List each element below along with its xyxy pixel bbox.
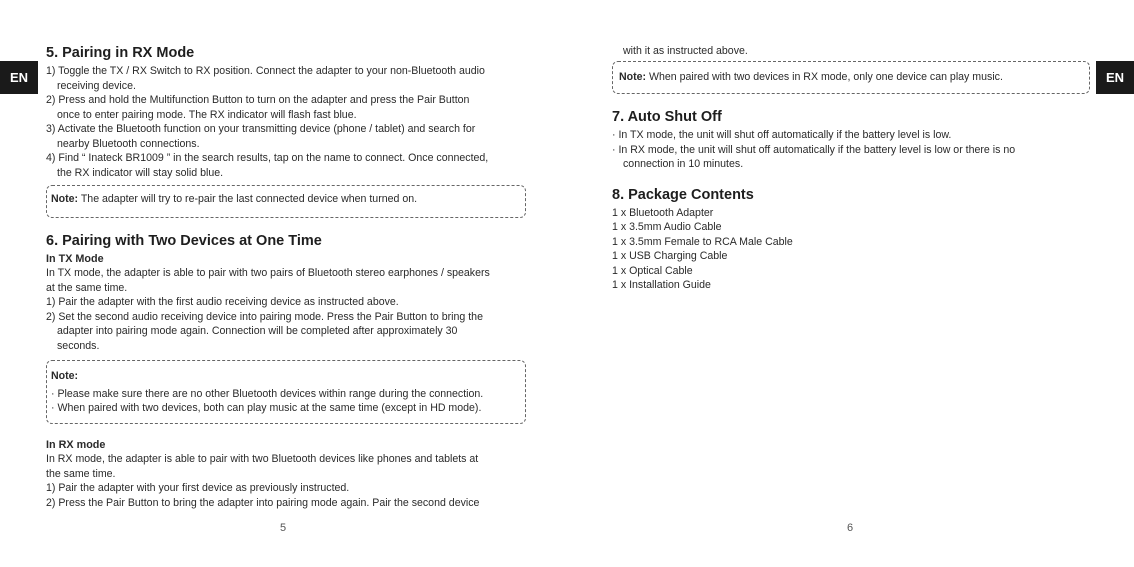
s5-note-text: The adapter will try to re-pair the last connected device when turned on. — [78, 193, 418, 205]
s6-rx-step-1: 1) Pair the adapter with your first device as previously instructed. — [46, 482, 350, 494]
s6-tx-text: In TX mode, the adapter is able to pair with two pairs of Bluetooth stereo earphones / speakers — [46, 267, 490, 279]
package-item: 1 x 3.5mm Audio Cable — [612, 221, 722, 233]
package-item: 1 x Optical Cable — [612, 264, 693, 277]
s5-note-label: Note: — [51, 193, 79, 205]
section-7-title: 7. Auto Shut Off — [612, 109, 722, 125]
s5-step-2-cont: once to enter pairing mode. The RX indicator will flash fast blue. — [57, 108, 357, 121]
rx-note-box — [612, 61, 1090, 95]
page-number-left: 5 — [280, 522, 287, 534]
rx-note-text: When paired with two devices in RX mode, only one device can play music. — [646, 70, 1003, 83]
s7-line-2-cont: connection in 10 minutes. — [623, 158, 744, 170]
section-5-title: 5. Pairing in RX Mode — [46, 45, 195, 61]
package-item: 1 x Bluetooth Adapter — [612, 206, 714, 219]
s6-tx-step-1: 1) Pair the adapter with the first audio receiving device as instructed above. — [46, 296, 399, 308]
s6-tx-text-cont: at the same time. — [46, 281, 128, 294]
s6-note-item-1: · Please make sure there are no other Bluetooth devices within range during the connection. — [51, 387, 484, 400]
left-page — [46, 44, 526, 510]
s5-step-1: 1) Toggle the TX / RX Switch to RX position. Connect the adapter to your non-Bluetooth audio — [46, 65, 485, 77]
section-8-title: 8. Package Contents — [612, 186, 754, 203]
s5-step-1-cont: receiving device. — [57, 79, 136, 92]
s5-step-3: 3) Activate the Bluetooth function on your transmitting device (phone / tablet) and search for — [46, 123, 476, 135]
language-tab-right: EN — [1096, 61, 1134, 94]
continued-text: with it as instructed above. — [623, 45, 748, 57]
s6-tx-step-2: 2) Set the second audio receiving device into pairing mode. Press the Pair Button to bring the — [46, 310, 483, 323]
rx-mode-heading: In RX mode — [46, 438, 106, 451]
package-item: 1 x USB Charging Cable — [612, 250, 728, 262]
page-number-right: 6 — [847, 522, 854, 534]
s5-step-3-cont: nearby Bluetooth connections. — [57, 137, 200, 150]
s6-note-label: Note: — [51, 370, 79, 382]
s7-line-2: · In RX mode, the unit will shut off automatically if the battery level is low or there is no — [612, 143, 1016, 156]
s6-note-box — [46, 360, 526, 424]
s5-step-4-cont: the RX indicator will stay solid blue. — [57, 166, 224, 179]
s7-line-1: · In TX mode, the unit will shut off automatically if the battery level is low. — [612, 129, 952, 141]
s6-tx-step-2-cont2: seconds. — [57, 339, 100, 352]
section-6-title: 6. Pairing with Two Devices at One Time — [46, 232, 322, 249]
s6-rx-text: In RX mode, the adapter is able to pair with two Bluetooth devices like phones and tablets at — [46, 453, 479, 465]
rx-note-label: Note: — [619, 70, 647, 83]
s5-step-4: 4) Find “ Inateck BR1009 ” in the search results, tap on the name to connect. Once connected, — [46, 152, 489, 164]
tx-mode-heading: In TX Mode — [46, 252, 104, 265]
s5-note-box — [46, 185, 526, 218]
package-item: 1 x 3.5mm Female to RCA Male Cable — [612, 235, 793, 248]
s6-rx-step-2: 2) Press the Pair Button to bring the adapter into pairing mode again. Pair the second device — [46, 496, 480, 509]
s6-rx-text-cont: the same time. — [46, 467, 116, 480]
language-tab-left: EN — [0, 61, 38, 94]
s6-note-item-2: · When paired with two devices, both can play music at the same time (except in HD mode). — [51, 402, 482, 414]
right-page — [612, 44, 1090, 293]
s6-tx-step-2-cont: adapter into pairing mode again. Connection will be completed after approximately 30 — [57, 325, 458, 337]
s5-step-2: 2) Press and hold the Multifunction Button to turn on the adapter and press the Pair Button — [46, 94, 470, 106]
package-item: 1 x Installation Guide — [612, 279, 711, 291]
